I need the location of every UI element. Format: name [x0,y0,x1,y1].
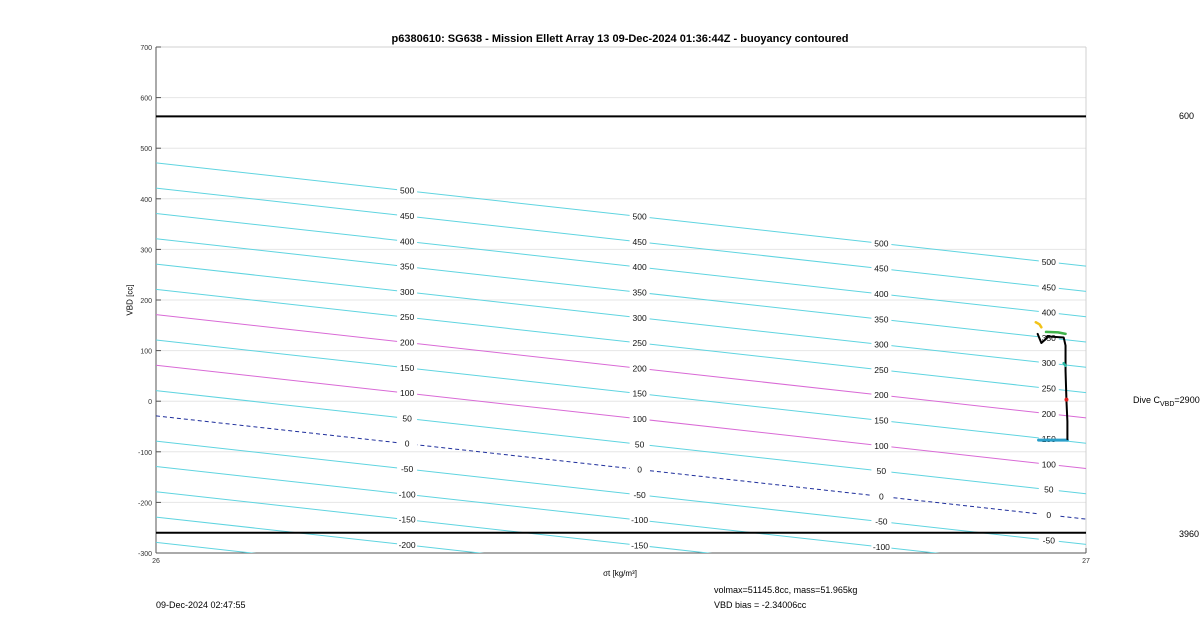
contour-label: 450 [874,263,889,274]
contour-label: 100 [874,440,889,451]
contour-label: 200 [874,390,889,401]
contour-label: 100 [632,413,647,424]
contour-label: -200 [398,539,416,550]
contour-label: -50 [633,489,646,500]
dive-cvbd-annotation [1133,395,1200,408]
y-tick-label: -300 [137,551,152,558]
contour-label: 300 [1041,358,1056,369]
contour-label: 300 [400,286,415,297]
contour-label: 0 [404,438,410,449]
contour-label: 250 [632,338,647,349]
contour-label: 150 [632,388,647,399]
contour-label: -50 [875,516,888,527]
dive-cvbd-subscript: VBD [1160,400,1175,408]
contour-label: -100 [872,541,890,552]
contour-label: -150 [398,514,416,525]
contour-label: 100 [1041,459,1056,470]
contour-label: 150 [1041,434,1056,445]
y-tick-label: -100 [137,449,152,457]
y-tick-label: 400 [140,196,152,204]
volmax-mass-text: volmax=51145.8cc, mass=51.965kg [714,585,858,595]
contour-label: 400 [1041,307,1056,318]
contour-line [156,185,1086,291]
contour-label: 0 [637,464,642,475]
contour-label: 250 [400,312,415,323]
contour-label: 250 [874,364,889,375]
contour-label: 500 [1041,256,1056,267]
x-tick-label: 26 [152,558,160,565]
contour-label: 200 [632,363,647,374]
contour-label: 400 [400,236,415,247]
contour-label: 350 [874,314,889,325]
y-axis-label: VBD [cc] [125,284,135,316]
footer-timestamp: 09-Dec-2024 02:47:55 [156,600,246,610]
dive-trace-point-red [1064,398,1068,402]
contour-label: 150 [874,415,889,426]
contour-label: 50 [876,466,887,477]
contour-label: 100 [400,388,415,399]
contour-label: 200 [400,337,415,348]
contour-label: 50 [1044,484,1054,495]
dive-cvbd-value: =2900 [1174,395,1200,405]
contour-label: -100 [398,489,416,500]
y-tick-label: 600 [140,95,152,103]
contour-label: 250 [1041,383,1056,394]
contour-label: 350 [400,261,415,272]
x-axis-label: σt [kg/m³] [603,569,637,578]
contour-label: -50 [1042,535,1055,546]
contour-label: 350 [1041,332,1056,343]
contour-label: 400 [874,288,889,299]
y-tick-label: 100 [140,348,152,356]
dive-trace-orange [1036,322,1042,327]
x-tick-label: 27 [1082,558,1090,565]
contour-line [156,593,1086,622]
contour-label: 450 [632,236,647,247]
y-tick-label: 500 [140,146,152,154]
contour-label: 300 [632,312,647,323]
contour-line [156,213,1086,316]
contour-label: 50 [634,439,645,450]
contour-label: 0 [879,491,884,502]
contour-line [156,163,1086,266]
contour-line [156,236,1086,342]
vbd-bias-text: VBD bias = -2.34006cc [714,600,807,610]
contour-label: 450 [400,211,415,222]
contour-label: 200 [1041,408,1056,419]
reference-line-label-3960: 3960 [1179,529,1200,539]
dive-trace-teal [1064,363,1066,366]
y-tick-label: 700 [140,45,152,52]
contour-label: 450 [1041,282,1056,293]
contour-label: 50 [402,413,412,424]
chart-title: p6380610: SG638 - Mission Ellett Array 13 09-Dec-2024 01:36:44Z - buoyancy contoured [391,33,849,45]
dive-cvbd-prefix: Dive C [1133,395,1161,405]
contour-label: 150 [400,362,415,373]
contour-label: 400 [632,262,647,273]
contour-label: 0 [1046,509,1052,520]
contour-label: 500 [400,185,415,196]
y-tick-label: -200 [137,500,152,508]
y-tick-label: 200 [140,298,152,305]
reference-line-label-600: 600 [1179,111,1195,121]
contour-label: -50 [400,464,414,475]
contour-label: 350 [632,287,647,298]
contour-label: -150 [631,540,649,551]
contour-label: 500 [874,238,889,249]
contour-label: 500 [632,211,647,222]
contour-label: -100 [631,515,649,526]
contour-label: 300 [874,339,889,350]
y-tick-label: 300 [140,247,152,255]
y-tick-label: 0 [148,399,152,407]
contour-line [156,466,1086,569]
